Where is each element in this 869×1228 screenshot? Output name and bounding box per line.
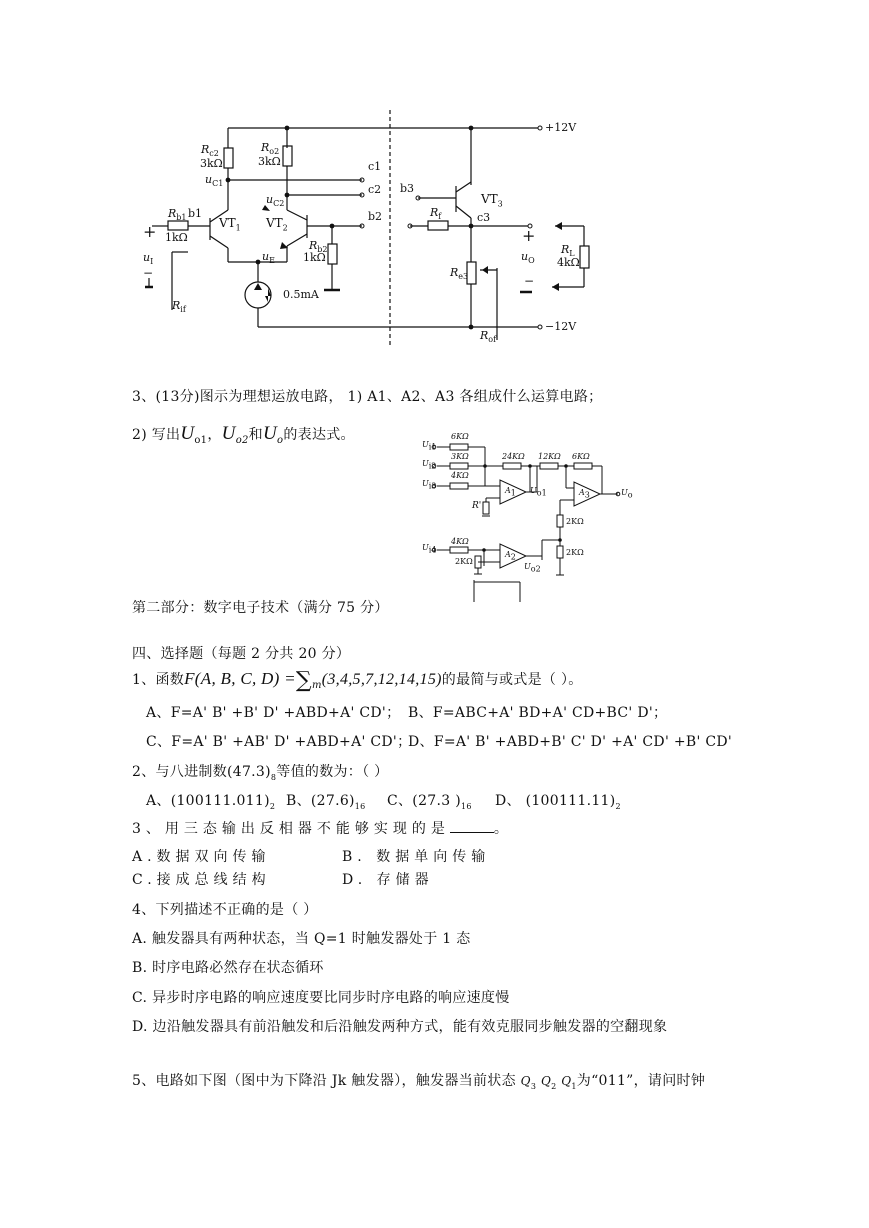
q2-option-c: C、(27.3 )$_{16}$ (387, 793, 472, 811)
node-c3: c3 (477, 211, 491, 224)
q1-option-b: B、F=ABC+A' BD+A' CD+BC' D'； (408, 705, 668, 721)
q4-stem: 4、下列描述不正确的是（ ） (132, 902, 318, 918)
ui3-label: $U_{i3}$ (422, 479, 437, 491)
q1-option-a: A、F=A' B' +B' D' +ABD+A' CD'； (146, 705, 401, 721)
vt3-label: $VT_3$ (481, 192, 503, 209)
uc1-label: $u_{C1}$ (205, 173, 224, 189)
r-2k-a: 2KΩ (455, 557, 473, 566)
uc2-label: $u_{C2}$ (266, 193, 285, 209)
a1-label: $A_1$ (505, 486, 516, 498)
q3d-option-d: D. 存储器 (342, 872, 434, 888)
node-b3: b3 (400, 182, 415, 195)
a2-label: $A_2$ (505, 550, 516, 562)
rb1-label: $R_{b1}$ (168, 207, 187, 223)
r-12k: 12KΩ (538, 452, 561, 461)
q2-option-a: A、$(100111.011)_2$ (146, 793, 276, 811)
uo-label: $U_o$ (621, 488, 633, 500)
uo2-label: $U_{o2}$ (524, 562, 541, 574)
rb1-value: 1kΩ (165, 231, 188, 244)
output-minus: − (524, 274, 535, 288)
circuit-diagram-opamp (0, 0, 869, 610)
q2-option-d: D、 $(100111.11)_2$ (495, 793, 621, 811)
ui2-label: $U_{i2}$ (422, 459, 437, 471)
section4-title: 四、选择题（每题 2 分共 20 分） (132, 646, 351, 662)
current-source-value: 0.5mA (283, 288, 319, 301)
node-c1: c1 (368, 160, 382, 173)
ui-label: $u_I$ (143, 251, 154, 267)
node-b1: b1 (188, 207, 203, 220)
node-c2: c2 (368, 183, 382, 196)
q2-stem: 2、与八进制数$(47.3)_8$等值的数为：（ ） (132, 764, 389, 782)
q1-option-d: D、F=A' B' +ABD+B' C' D' +A' CD' +B' CD' (408, 734, 733, 750)
ui4-label: $U_{i4}$ (422, 543, 437, 555)
rc2-label: $R_{c2}$ (201, 143, 219, 159)
output-plus: + (522, 226, 536, 245)
q3-line1: 3、(13分)图示为理想运放电路， 1) A1、A2、A3 各组成什么运算电路； (132, 389, 603, 405)
rif-label: $R_{if}$ (172, 299, 186, 315)
ro2-value: 3kΩ (258, 155, 281, 168)
r-6k-a: 6KΩ (451, 432, 469, 441)
q4-option-a: A. 触发器具有两种状态，当 Q=1 时触发器处于 1 态 (132, 931, 471, 947)
input-plus: + (143, 222, 157, 241)
q4-option-c: C. 异步时序电路的响应速度要比同步时序电路的响应速度慢 (132, 990, 510, 1006)
r-2k-b: 2KΩ (566, 517, 584, 526)
r-3k: 3KΩ (451, 452, 469, 461)
q3-line2: 2) 写出$U_{o1}$，$U_{o2}$和$U_o$的表达式。 (132, 423, 355, 446)
r-6k-b: 6KΩ (572, 452, 590, 461)
r-prime: R' (472, 501, 482, 511)
r-2k-c: 2KΩ (566, 548, 584, 557)
rf-label: $R_f$ (430, 206, 442, 222)
q2-option-b: B、$(27.6)_{16}$ (286, 793, 366, 811)
q1-option-c: C、F=A' B' +AB' D' +ABD+A' CD'； (146, 734, 412, 750)
rof-label: $R_{of}$ (480, 329, 497, 345)
vt1-label: $VT_1$ (219, 216, 241, 233)
rb2-value: 1kΩ (303, 251, 326, 264)
ue-label: $u_E$ (262, 250, 275, 266)
r-24k: 24KΩ (502, 452, 525, 461)
q4-option-b: B. 时序电路必然存在状态循环 (132, 960, 324, 976)
a3-label: $A_3$ (579, 488, 590, 500)
rb2-label: $R_{b2}$ (309, 239, 328, 255)
q5-stem: 5、电路如下图（图中为下降沿 Jk 触发器），触发器当前状态 $Q_3$ $Q_2$ $Q_1$为“011”，请问时钟 (132, 1073, 706, 1091)
ui1-label: $U_{i1}$ (422, 440, 437, 452)
r-4k-b: 4KΩ (451, 537, 469, 546)
vt2-label: $VT_2$ (266, 216, 288, 233)
part2-title: 第二部分：数字电子技术（满分 75 分） (132, 600, 389, 616)
rc2-value: 3kΩ (200, 157, 223, 170)
node-b2: b2 (368, 210, 383, 223)
rl-value: 4kΩ (557, 256, 580, 269)
uo1-label: $U_{o1}$ (530, 486, 547, 498)
r-4k-a: 4KΩ (451, 471, 469, 480)
q3d-option-b: B. 数据单向传输 (342, 849, 491, 865)
ro2-label: $R_{o2}$ (261, 141, 280, 157)
q3d-stem: 3、用三态输出反相器不能够实现的是 。 (132, 821, 513, 837)
input-minus: − (143, 266, 154, 280)
re3-label: $R_{e3}$ (450, 266, 469, 282)
q4-option-d: D. 边沿触发器具有前沿触发和后沿触发两种方式，能有效克服同步触发器的空翻现象 (132, 1019, 668, 1035)
q3d-option-c: C.接成总线结构 (132, 872, 271, 888)
supply-positive-label: +12V (545, 121, 577, 134)
uo-label: $u_O$ (521, 250, 535, 266)
answer-blank (450, 820, 494, 833)
supply-negative-label: −12V (545, 320, 577, 333)
q3d-option-a: A.数据双向传输 (132, 849, 271, 865)
rl-label: $R_L$ (561, 243, 575, 259)
q1-stem: 1、函数F(A, B, C, $D) =\sum_m(3,4,5,7,12,14,15)$的最简与或式是（ ）。 (132, 668, 583, 693)
